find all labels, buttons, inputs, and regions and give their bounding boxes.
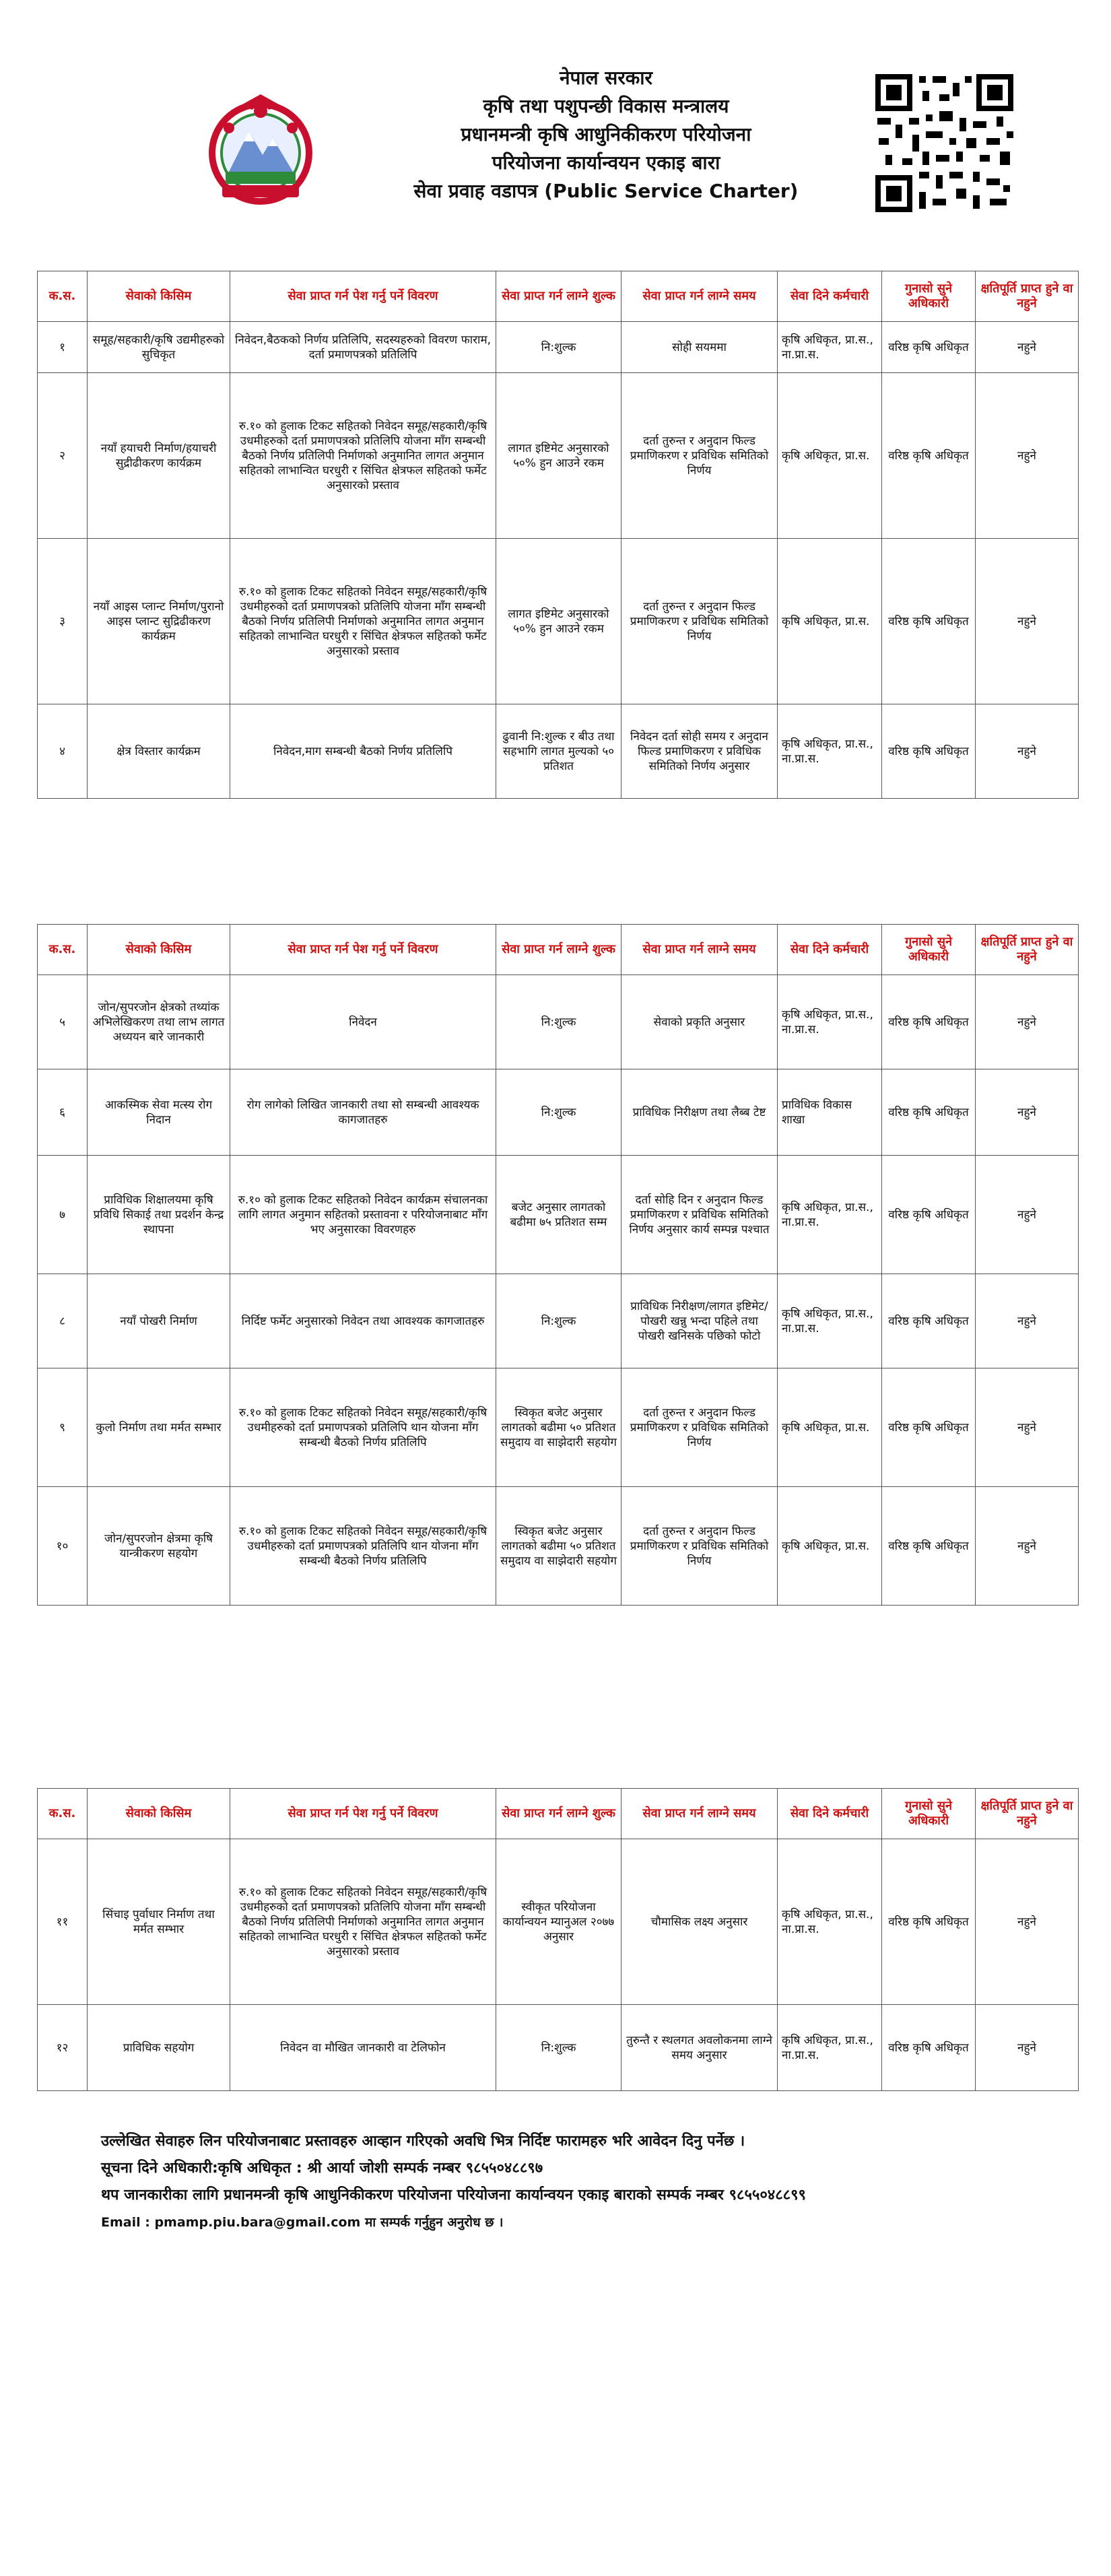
cell-fee: स्विकृत बजेट अनुसार लागतको बढीमा ५० प्रतिशत समुदाय वा साझेदारी सहयोग (496, 1368, 621, 1487)
header-staff: सेवा दिने कर्मचारी (778, 1789, 882, 1839)
cell-time: तुरुन्तै र स्थलगत अवलोकनमा लाग्ने समय अनुसार (621, 2005, 778, 2091)
table-row (38, 704, 1079, 799)
cell-documents: रु.१० को हुलाक टिकट सहितको निवेदन समूह/सहकारी/कृषि उधमीहरुको दर्ता प्रमाणपत्रको प्रतिलिपि थान योजना माँग सम्बन्धी बैठको निर्णय प्रतिलिपि (230, 1487, 496, 1606)
cell-fee: स्विकृत बजेट अनुसार लागतको बढीमा ५० प्रतिशत समुदाय वा साझेदारी सहयोग (496, 1487, 621, 1606)
cell-fee: नि:शुल्क (496, 322, 621, 373)
cell-compensation: नहुने (976, 704, 1079, 799)
cell-documents: रु.१० को हुलाक टिकट सहितको निवेदन समूह/सहकारी/कृषि उधमीहरुको दर्ता प्रमाणपत्रको प्रतिलिपि योजना माँग सम्बन्धी बैठको निर्णय प्रतिलिपी निर्माणको अनुमानित लागत अनुमान सहितको लाभान्वित घरधुरी र सिंचित क्षेत्रफल सहितको फर्मेट अनुसारको प्रस्ताव (230, 373, 496, 539)
header-line-unit: परियोजना कार्यान्वयन एकाइ बारा (492, 152, 720, 174)
service-charter-table-1 (37, 271, 1079, 799)
cell-time: निवेदन दर्ता सोही समय र अनुदान फिल्ड प्रमाणिकरण र प्रविधिक समितिको निर्णय अनुसार (621, 704, 778, 799)
table-header-row (38, 1789, 1079, 1839)
cell-time: दर्ता तुरुन्त र अनुदान फिल्ड प्रमाणिकरण र प्रविधिक समितिको निर्णय (621, 373, 778, 539)
table-row (38, 975, 1079, 1069)
cell-grievance-officer: वरिष्ठ कृषि अधिकृत (882, 1368, 976, 1487)
cell-staff: कृषि अधिकृत, प्रा.स., ना.प्रा.स. (778, 322, 882, 373)
cell-fee: नि:शुल्क (496, 1274, 621, 1368)
cell-grievance-officer: वरिष्ठ कृषि अधिकृत (882, 322, 976, 373)
cell-compensation: नहुने (976, 2005, 1079, 2091)
cell-service-type: कुलो निर्माण तथा मर्मत सम्भार (88, 1368, 230, 1487)
cell-grievance-officer: वरिष्ठ कृषि अधिकृत (882, 1274, 976, 1368)
page-header (0, 64, 1111, 226)
cell-sn: ६ (38, 1069, 88, 1156)
header-fee: सेवा प्राप्त गर्न लाग्ने शुल्क (496, 1789, 621, 1839)
table-row (38, 1487, 1079, 1606)
cell-staff: कृषि अधिकृत, प्रा.स., ना.प्रा.स. (778, 975, 882, 1069)
table-header-row (38, 925, 1079, 975)
cell-compensation: नहुने (976, 539, 1079, 704)
cell-service-type: प्राविधिक शिक्षालयमा कृषि प्रविधि सिकाई तथा प्रदर्शन केन्द्र स्थापना (88, 1156, 230, 1274)
header-sn: क.स. (38, 1789, 88, 1839)
cell-compensation: नहुने (976, 1487, 1079, 1606)
cell-service-type: नयाँ आइस प्लान्ट निर्माण/पुरानो आइस प्लान्ट सुद्रिढीकरण कार्यक्रम (88, 539, 230, 704)
cell-documents: निवेदन वा मौखित जानकारी वा टेलिफोन (230, 2005, 496, 2091)
nepal-emblem-icon (202, 91, 320, 209)
header-grievance-officer: गुनासो सुने अधिकारी (882, 925, 976, 975)
cell-fee: नि:शुल्क (496, 975, 621, 1069)
cell-staff: प्राविधिक विकास शाखा (778, 1069, 882, 1156)
cell-time: चौमासिक लक्ष्य अनुसार (621, 1839, 778, 2005)
note-contact-number: थप जानकारीका लागि प्रधानमन्त्री कृषि आधुनिकीकरण परियोजना परियोजना कार्यान्वयन एकाइ बाराको सम्पर्क नम्बर ९८५५०४८८९९ (101, 2187, 806, 2204)
cell-service-type: प्राविधिक सहयोग (88, 2005, 230, 2091)
cell-documents: रोग लागेको लिखित जानकारी तथा सो सम्बन्धी आवश्यक कागजातहरु (230, 1069, 496, 1156)
cell-sn: १२ (38, 2005, 88, 2091)
footer-notes (101, 2128, 1057, 2236)
header-line-charter: सेवा प्रवाह वडापत्र (Public Service Charter) (413, 180, 799, 202)
cell-fee: लागत इष्टिमेट अनुसारको ५०% हुन आउने रकम (496, 373, 621, 539)
cell-compensation: नहुने (976, 1274, 1079, 1368)
table-row (38, 1156, 1079, 1274)
cell-compensation: नहुने (976, 1839, 1079, 2005)
table-row (38, 539, 1079, 704)
cell-service-type: आकस्मिक सेवा मत्स्य रोग निदान (88, 1069, 230, 1156)
cell-fee: बजेट अनुसार लागतको बढीमा ७५ प्रतिशत सम्म (496, 1156, 621, 1274)
table-row (38, 2005, 1079, 2091)
cell-documents: रु.१० को हुलाक टिकट सहितको निवेदन समूह/सहकारी/कृषि उधमीहरुको दर्ता प्रमाणपत्रको प्रतिलिपि योजना माँग सम्बन्धी बैठको निर्णय प्रतिलिपी निर्माणको अनुमानित लागत अनुमान सहितको लाभान्वित घरधुरी र सिंचित क्षेत्रफल सहितको फर्मेट अनुसारको प्रस्ताव (230, 1839, 496, 2005)
cell-staff: कृषि अधिकृत, प्रा.स., ना.प्रा.स. (778, 2005, 882, 2091)
service-charter-table-3 (37, 1788, 1079, 2091)
cell-time: प्राविधिक निरीक्षण/लागत इष्टिमेट/पोखरी खन्नु भन्दा पहिले तथा पोखरी खनिसके पछिको फोटो (621, 1274, 778, 1368)
table-row (38, 1839, 1079, 2005)
cell-documents: निवेदन,माग सम्बन्धी बैठको निर्णय प्रतिलिपि (230, 704, 496, 799)
header-fee: सेवा प्राप्त गर्न लाग्ने शुल्क (496, 271, 621, 322)
cell-documents: रु.१० को हुलाक टिकट सहितको निवेदन समूह/सहकारी/कृषि उधमीहरुको दर्ता प्रमाणपत्रको प्रतिलिपि थान योजना माँग सम्बन्धी बैठको निर्णय प्रतिलिपि (230, 1368, 496, 1487)
header-documents: सेवा प्राप्त गर्न पेश गर्नु पर्ने विवरण (230, 925, 496, 975)
table-header-row (38, 271, 1079, 322)
cell-service-type: जोन/सुपरजोन क्षेत्रको तथ्यांक अभिलेखिकरण तथा लाभ लागत अध्ययन बारे जानकारी (88, 975, 230, 1069)
header-sn: क.स. (38, 925, 88, 975)
table-row (38, 1368, 1079, 1487)
header-staff: सेवा दिने कर्मचारी (778, 925, 882, 975)
cell-time: सेवाको प्रकृति अनुसार (621, 975, 778, 1069)
header-line-ministry: कृषि तथा पशुपन्छी विकास मन्त्रालय (483, 95, 729, 117)
cell-compensation: नहुने (976, 1069, 1079, 1156)
cell-time: प्राविधिक निरीक्षण तथा लैब्ब टेष्ट (621, 1069, 778, 1156)
cell-compensation: नहुने (976, 1156, 1079, 1274)
cell-service-type: नयाँ हयाचरी निर्माण/हयाचरी सुद्रीढीकरण कार्यक्रम (88, 373, 230, 539)
note-email[interactable]: Email : pmamp.piu.bara@gmail.com मा सम्पर्क गर्नुहुन अनुरोध छ । (101, 2215, 504, 2230)
cell-compensation: नहुने (976, 975, 1079, 1069)
cell-time: दर्ता सोहि दिन र अनुदान फिल्ड प्रमाणिकरण र प्रविधिक समितिको निर्णय अनुसार कार्य सम्पन्न पश्चात (621, 1156, 778, 1274)
cell-grievance-officer: वरिष्ठ कृषि अधिकृत (882, 975, 976, 1069)
header-grievance-officer: गुनासो सुने अधिकारी (882, 1789, 976, 1839)
cell-time: दर्ता तुरुन्त र अनुदान फिल्ड प्रमाणिकरण र प्रविधिक समितिको निर्णय (621, 1368, 778, 1487)
cell-documents: रु.१० को हुलाक टिकट सहितको निवेदन समूह/सहकारी/कृषि उधमीहरुको दर्ता प्रमाणपत्रको प्रतिलिपि योजना माँग सम्बन्धी बैठको निर्णय प्रतिलिपी निर्माणको अनुमानित लागत अनुमान सहितको लाभान्वित घरधुरी र सिंचित क्षेत्रफल सहितको फर्मेट अनुसारको प्रस्ताव (230, 539, 496, 704)
cell-fee: नि:शुल्क (496, 1069, 621, 1156)
cell-sn: ८ (38, 1274, 88, 1368)
header-service-type: सेवाको किसिम (88, 271, 230, 322)
table-row (38, 322, 1079, 373)
cell-compensation: नहुने (976, 1368, 1079, 1487)
cell-service-type: जोन/सुपरजोन क्षेत्रमा कृषि यान्त्रीकरण सहयोग (88, 1487, 230, 1606)
header-compensation: क्षतिपूर्ति प्राप्त हुने वा नहुने (976, 1789, 1079, 1839)
cell-grievance-officer: वरिष्ठ कृषि अधिकृत (882, 1487, 976, 1606)
cell-sn: ७ (38, 1156, 88, 1274)
cell-service-type: समूह/सहकारी/कृषि उद्यमीहरुको सुचिकृत (88, 322, 230, 373)
cell-documents: निवेदन (230, 975, 496, 1069)
table-row (38, 1069, 1079, 1156)
cell-documents: निर्दिष्ट फर्मेट अनुसारको निवेदन तथा आवश्यक कागजातहरु (230, 1274, 496, 1368)
note-application-instruction: उल्लेखित सेवाहरु लिन परियोजनाबाट प्रस्तावहरु आव्हान गरिएको अवधि भित्र निर्दिष्ट फारामहरु भरि आवेदन दिनु पर्नेछ । (101, 2133, 745, 2150)
cell-time: सोही सयममा (621, 322, 778, 373)
cell-compensation: नहुने (976, 373, 1079, 539)
note-information-officer: सूचना दिने अधिकारी:कृषि अधिकृत : श्री आर्या जोशी सम्पर्क नम्बर ९८५५०४८८९७ (101, 2160, 543, 2177)
header-fee: सेवा प्राप्त गर्न लाग्ने शुल्क (496, 925, 621, 975)
cell-grievance-officer: वरिष्ठ कृषि अधिकृत (882, 704, 976, 799)
cell-time: दर्ता तुरुन्त र अनुदान फिल्ड प्रमाणिकरण र प्रविधिक समितिको निर्णय (621, 1487, 778, 1606)
table-row (38, 1274, 1079, 1368)
header-time: सेवा प्राप्त गर्न लाग्ने समय (621, 925, 778, 975)
header-compensation: क्षतिपूर्ति प्राप्त हुने वा नहुने (976, 925, 1079, 975)
cell-fee: नि:शुल्क (496, 2005, 621, 2091)
cell-service-type: सिंचाइ पुर्वाधार निर्माण तथा मर्मत सम्भार (88, 1839, 230, 2005)
cell-service-type: क्षेत्र विस्तार कार्यक्रम (88, 704, 230, 799)
cell-time: दर्ता तुरुन्त र अनुदान फिल्ड प्रमाणिकरण र प्रविधिक समितिको निर्णय (621, 539, 778, 704)
cell-sn: ३ (38, 539, 88, 704)
cell-sn: १ (38, 322, 88, 373)
header-compensation: क्षतिपूर्ति प्राप्त हुने वा नहुने (976, 271, 1079, 322)
cell-staff: कृषि अधिकृत, प्रा.स. (778, 1487, 882, 1606)
header-time: सेवा प्राप्त गर्न लाग्ने समय (621, 1789, 778, 1839)
cell-staff: कृषि अधिकृत, प्रा.स. (778, 539, 882, 704)
header-service-type: सेवाको किसिम (88, 1789, 230, 1839)
cell-fee: लागत इष्टिमेट अनुसारको ५०% हुन आउने रकम (496, 539, 621, 704)
cell-grievance-officer: वरिष्ठ कृषि अधिकृत (882, 1839, 976, 2005)
header-grievance-officer: गुनासो सुने अधिकारी (882, 271, 976, 322)
header-staff: सेवा दिने कर्मचारी (778, 271, 882, 322)
header-documents: सेवा प्राप्त गर्न पेश गर्नु पर्ने विवरण (230, 1789, 496, 1839)
cell-staff: कृषि अधिकृत, प्रा.स., ना.प्रा.स. (778, 1839, 882, 2005)
cell-sn: १० (38, 1487, 88, 1606)
cell-grievance-officer: वरिष्ठ कृषि अधिकृत (882, 2005, 976, 2091)
header-documents: सेवा प्राप्त गर्न पेश गर्नु पर्ने विवरण (230, 271, 496, 322)
cell-documents: निवेदन,बैठकको निर्णय प्रतिलिपि, सदस्यहरुको विवरण फाराम, दर्ता प्रमाणपत्रको प्रतिलिपि (230, 322, 496, 373)
cell-service-type: नयाँ पोखरी निर्माण (88, 1274, 230, 1368)
cell-staff: कृषि अधिकृत, प्रा.स., ना.प्रा.स. (778, 704, 882, 799)
cell-grievance-officer: वरिष्ठ कृषि अधिकृत (882, 1156, 976, 1274)
cell-sn: ९ (38, 1368, 88, 1487)
header-line-project: प्रधानमन्त्री कृषि आधुनिकीकरण परियोजना (461, 123, 751, 145)
header-time: सेवा प्राप्त गर्न लाग्ने समय (621, 271, 778, 322)
header-title-block (316, 64, 896, 205)
header-sn: क.स. (38, 271, 88, 322)
cell-sn: ५ (38, 975, 88, 1069)
header-service-type: सेवाको किसिम (88, 925, 230, 975)
cell-staff: कृषि अधिकृत, प्रा.स. (778, 1368, 882, 1487)
cell-staff: कृषि अधिकृत, प्रा.स., ना.प्रा.स. (778, 1156, 882, 1274)
cell-staff: कृषि अधिकृत, प्रा.स. (778, 373, 882, 539)
cell-grievance-officer: वरिष्ठ कृषि अधिकृत (882, 373, 976, 539)
table-row (38, 373, 1079, 539)
cell-sn: ११ (38, 1839, 88, 2005)
service-charter-table-2 (37, 924, 1079, 1606)
cell-fee: ढुवानी नि:शुल्क र बीउ तथा सहभागि लागत मुल्यको ५० प्रतिशत (496, 704, 621, 799)
qr-code-icon[interactable] (872, 71, 1017, 216)
cell-compensation: नहुने (976, 322, 1079, 373)
cell-sn: २ (38, 373, 88, 539)
header-line-government: नेपाल सरकार (559, 67, 653, 89)
cell-fee: स्वीकृत परियोजना कार्यान्वयन म्यानुअल २०७७ अनुसार (496, 1839, 621, 2005)
cell-grievance-officer: वरिष्ठ कृषि अधिकृत (882, 539, 976, 704)
cell-grievance-officer: वरिष्ठ कृषि अधिकृत (882, 1069, 976, 1156)
cell-sn: ४ (38, 704, 88, 799)
cell-documents: रु.१० को हुलाक टिकट सहितको निवेदन कार्यक्रम संचालनका लागि लागत अनुमान सहितको प्रस्तावना र परियोजनाबाट माँग भए अनुसारका विवरणहरु (230, 1156, 496, 1274)
cell-staff: कृषि अधिकृत, प्रा.स., ना.प्रा.स. (778, 1274, 882, 1368)
